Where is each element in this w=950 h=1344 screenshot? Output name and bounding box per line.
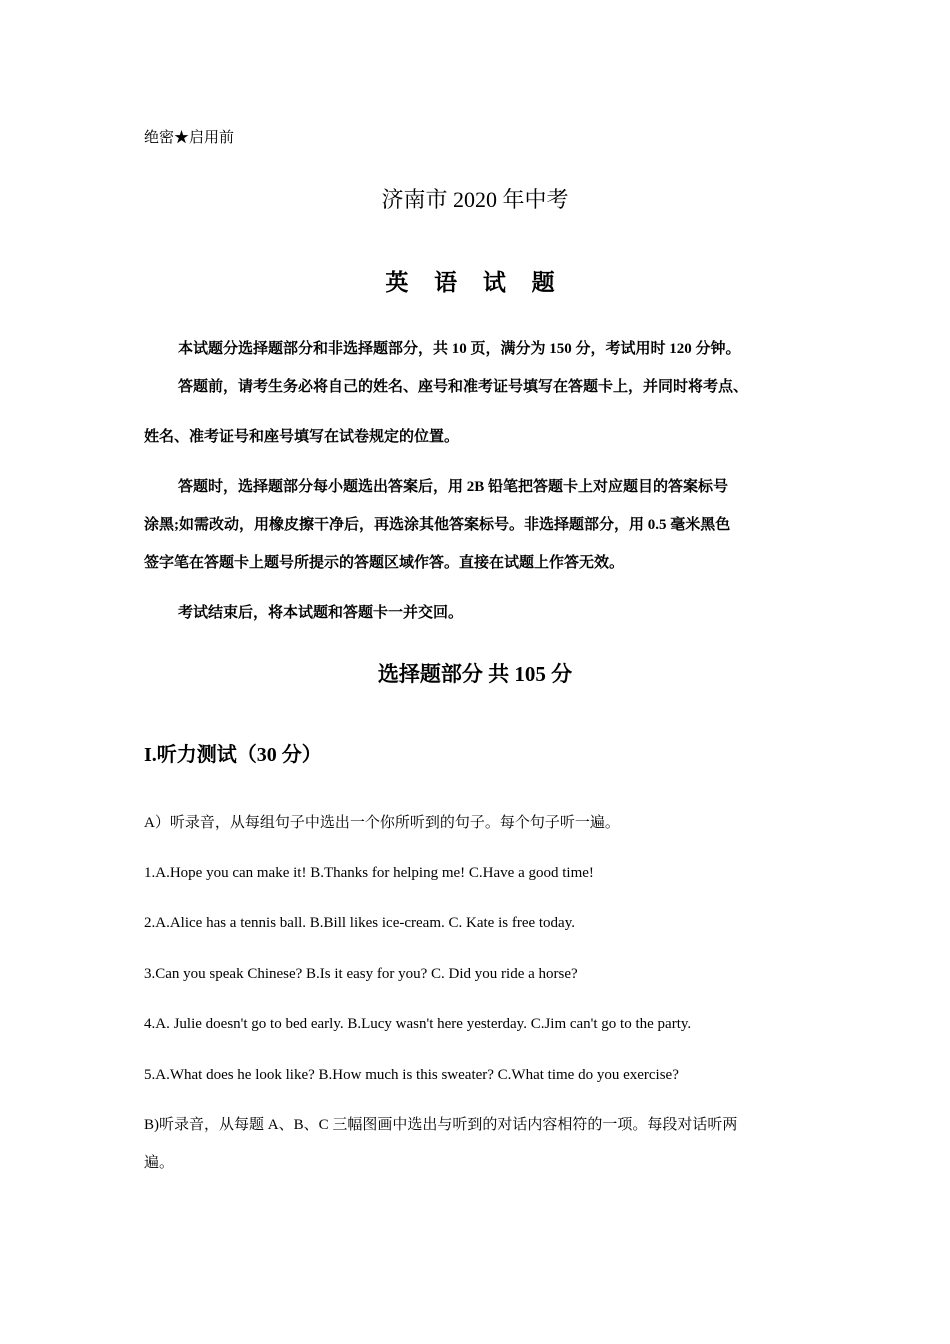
question-3: 3.Can you speak Chinese? B.Is it easy for you? C. Did you ride a horse? [144, 966, 578, 982]
exam-title: 济南市 2020 年中考 [381, 187, 569, 212]
instruction-line-2: 答题前，请考生务必将自己的姓名、座号和准考证号填写在答题卡上，并同时将考点、 [178, 379, 749, 395]
question-1: 1.A.Hope you can make it! B.Thanks for helping me! C.Have a good time! [144, 865, 594, 881]
part1-title-text: I.听力测试（30 分） [144, 744, 322, 766]
part-a-instruction: A）听录音，从每组句子中选出一个你所听到的句子。每个句子听一遍。 [144, 815, 620, 831]
question-2: 2.A.Alice has a tennis ball. B.Bill likes ice-cream. C. Kate is free today. [144, 915, 575, 931]
confidential-label: 绝密★启用前 [144, 130, 235, 146]
instruction-line-3: 姓名、准考证号和座号填写在试卷规定的位置。 [144, 429, 460, 445]
subject-title: 英 语 试 题 [385, 270, 565, 295]
instruction-line-5: 涂黑;如需改动，用橡皮擦干净后，再选涂其他答案标号。非选择题部分，用 0.5 毫米黑色 [144, 517, 731, 533]
instruction-line-6: 签字笔在答题卡上题号所提示的答题区域作答。直接在试题上作答无效。 [144, 555, 625, 571]
part-b-instruction-line-1: B)听录音，从每题 A、B、C 三幅图画中选出与听到的对话内容相符的一项。每段对话听两 [144, 1117, 738, 1133]
instruction-line-7: 考试结束后，将本试题和答题卡一并交回。 [178, 605, 464, 621]
part1-title [144, 742, 322, 768]
question-5: 5.A.What does he look like? B.How much is this sweater? C.What time do you exercise? [144, 1067, 679, 1083]
section-title: 选择题部分 共 105 分 [377, 662, 573, 686]
question-4: 4.A. Julie doesn't go to bed early. B.Lucy wasn't here yesterday. C.Jim can't go to the party. [144, 1016, 692, 1032]
instruction-line-1: 本试题分选择题部分和非选择题部分，共 10 页，满分为 150 分，考试用时 120 分钟。 [178, 341, 741, 357]
instruction-line-4: 答题时，选择题部分每小题选出答案后，用 2B 铅笔把答题卡上对应题目的答案标号 [178, 479, 729, 495]
part-b-instruction-line-2: 遍。 [144, 1155, 175, 1171]
